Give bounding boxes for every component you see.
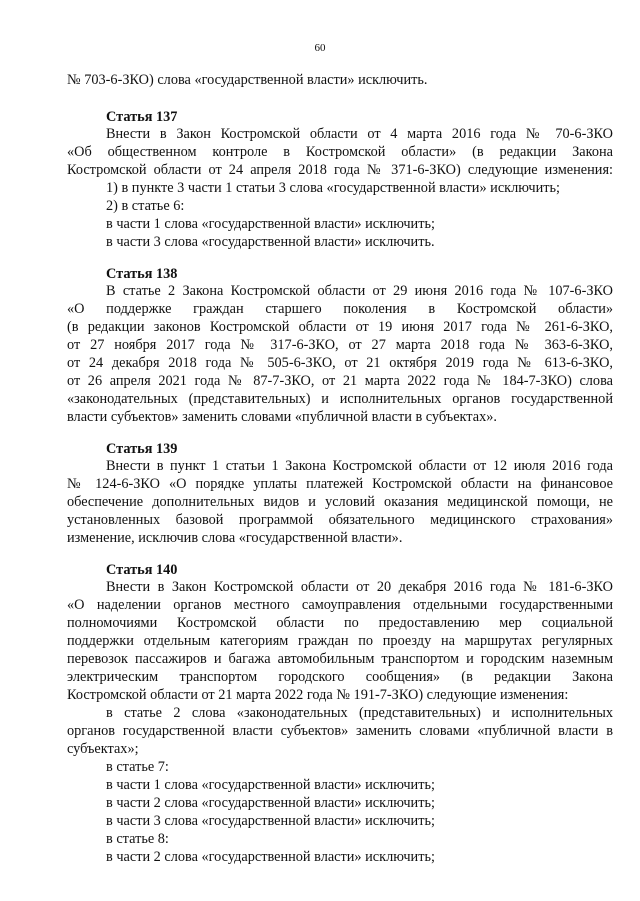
text-line: № 124-6-ЗКО «О порядке уплаты платежей Костромской области на финансовое bbox=[67, 476, 613, 492]
text-line: «законодательных (представительных) и исполнительных органов государственной bbox=[67, 391, 613, 407]
text-line: Костромской области от 24 апреля 2018 года № 371-6-ЗКО) следующие изменения: bbox=[67, 162, 613, 178]
text-line: № 703-6-ЗКО) слова «государственной власти» исключить. bbox=[67, 72, 428, 88]
text-line: от 24 декабря 2018 года № 505-6-ЗКО, от 21 октября 2019 года № 613-6-ЗКО, bbox=[67, 355, 613, 371]
text-line: поддержки отдельным категориям граждан по проезду на маршрутах регулярных bbox=[67, 633, 613, 649]
text-line: 2) в статье 6: bbox=[106, 198, 185, 214]
text-line: перевозок пассажиров и багажа автомобильным транспортом и городским наземным bbox=[67, 651, 613, 667]
text-line: обеспечение дополнительных видов и условий оказания медицинской помощи, не bbox=[67, 494, 613, 510]
text-line: в статье 7: bbox=[106, 759, 169, 775]
text-line: электрическим транспортом городского сообщения» (в редакции Закона bbox=[67, 669, 613, 685]
text-line: от 27 ноября 2017 года № 317-6-ЗКО, от 27 марта 2018 года № 363-6-ЗКО, bbox=[67, 337, 613, 353]
text-line: Внести в пункт 1 статьи 1 Закона Костромской области от 12 июля 2016 года bbox=[106, 458, 613, 474]
text-line: в статье 2 слова «законодательных (представительных) и исполнительных bbox=[106, 705, 613, 721]
text-line: в части 1 слова «государственной власти» исключить; bbox=[106, 777, 435, 793]
text-line: субъектах»; bbox=[67, 741, 139, 757]
text-line: Костромской области от 21 марта 2022 года № 191-7-ЗКО) следующие изменения: bbox=[67, 687, 569, 703]
text-line: в части 3 слова «государственной власти» исключить; bbox=[106, 813, 435, 829]
text-line: (в редакции законов Костромской области от 19 июня 2017 года № 261-6-ЗКО, bbox=[67, 319, 613, 335]
text-line: в части 2 слова «государственной власти» исключить; bbox=[106, 849, 435, 865]
text-line: «О наделении органов местного самоуправления отдельными государственными bbox=[67, 597, 613, 613]
text-line: в части 2 слова «государственной власти» исключить; bbox=[106, 795, 435, 811]
article-heading-137: Статья 137 bbox=[106, 109, 178, 125]
text-line: власти субъектов» заменить словами «публичной власти в субъектах». bbox=[67, 409, 497, 425]
page-number: 60 bbox=[314, 42, 326, 54]
article-heading-140: Статья 140 bbox=[106, 562, 178, 578]
text-line: «Об общественном контроле в Костромской области» (в редакции Закона bbox=[67, 144, 613, 160]
text-line: полномочиями Костромской области по предоставлению мер социальной bbox=[67, 615, 613, 631]
text-line: 1) в пункте 3 части 1 статьи 3 слова «государственной власти» исключить; bbox=[106, 180, 560, 196]
text-line: установленных базовой программой обязательного медицинского страхования» bbox=[67, 512, 613, 528]
text-line: от 26 апреля 2021 года № 87-7-ЗКО, от 21 марта 2022 года № 184-7-ЗКО) слова bbox=[67, 373, 613, 389]
text-line: органов государственной власти субъектов» заменить словами «публичной власти в bbox=[67, 723, 613, 739]
text-line: Внести в Закон Костромской области от 4 марта 2016 года № 70-6-ЗКО bbox=[106, 126, 613, 142]
text-line: Внести в Закон Костромской области от 20 декабря 2016 года № 181-6-ЗКО bbox=[106, 579, 613, 595]
text-line: в части 1 слова «государственной власти» исключить; bbox=[106, 216, 435, 232]
text-line: в статье 8: bbox=[106, 831, 169, 847]
text-line: «О поддержке граждан старшего поколения в Костромской области» bbox=[67, 301, 613, 317]
text-line: В статье 2 Закона Костромской области от 29 июня 2016 года № 107-6-ЗКО bbox=[106, 283, 613, 299]
article-heading-139: Статья 139 bbox=[106, 441, 178, 457]
text-line: изменение, исключив слова «государственной власти». bbox=[67, 530, 403, 546]
article-heading-138: Статья 138 bbox=[106, 266, 178, 282]
text-line: в части 3 слова «государственной власти» исключить. bbox=[106, 234, 435, 250]
